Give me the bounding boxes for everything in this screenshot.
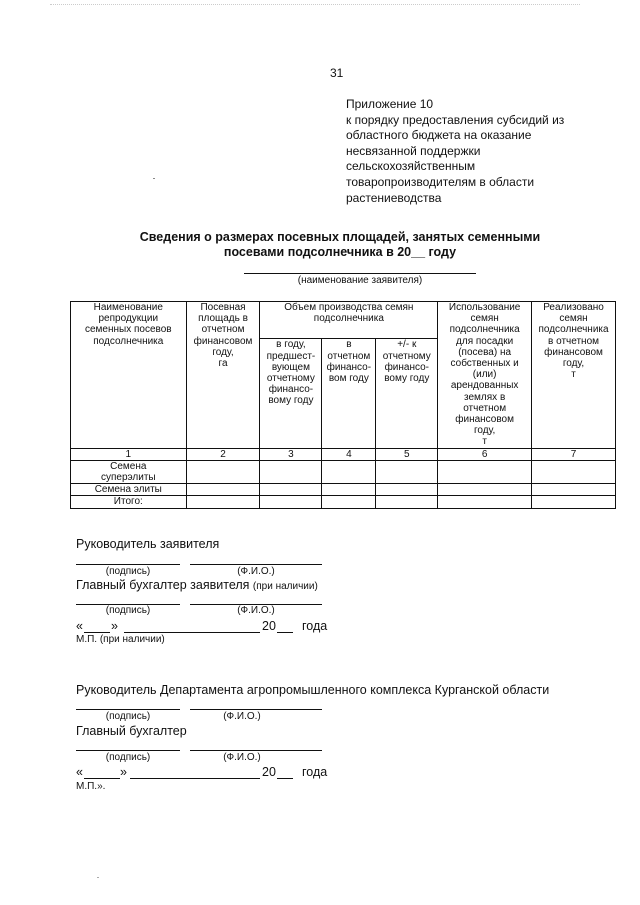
chief-accountant-applicant-label: Главный бухгалтер заявителя (при наличии)	[76, 578, 318, 592]
title-line-2: посевами подсолнечника в 20__ году	[223, 245, 457, 259]
applicant-head-label: Руководитель заявителя	[76, 537, 220, 551]
table-cell	[260, 484, 322, 496]
fio-caption: (Ф.И.О.)	[223, 711, 261, 722]
table-cell	[438, 460, 532, 483]
appendix-line: сельскохозяйственным	[346, 159, 476, 174]
appendix-header	[346, 97, 606, 206]
stamp-end: М.П.».	[76, 781, 106, 792]
month-line	[124, 632, 260, 633]
column-number: 5	[376, 448, 438, 460]
fio-line	[190, 709, 322, 710]
appendix-line: товаропроизводителям в области	[346, 174, 535, 189]
table-cell	[438, 496, 532, 508]
table-cell	[438, 484, 532, 496]
date-field: « » 20 года	[76, 619, 328, 633]
if-any-note: (при наличии)	[252, 581, 318, 592]
row-label-superelite: Семена суперэлиты	[71, 460, 187, 483]
col6-header: Использование семян подсолнечника для посадки (посева) на собственных и (или) арендованных землях в отчетном финансовом году, т	[438, 302, 532, 449]
seed-crops-table	[70, 301, 616, 509]
column-number: 7	[532, 448, 616, 460]
chief-accountant-label: Главный бухгалтер	[76, 724, 187, 738]
table-row	[71, 496, 616, 508]
appendix-line: областного бюджета на оказание	[346, 128, 532, 143]
table-cell	[532, 460, 616, 483]
row-label-elite: Семена элиты	[71, 484, 187, 496]
scan-speck	[153, 178, 155, 179]
col1-header: Наименование репродукции семенных посевов подсолнечника	[71, 302, 187, 449]
page-number: 31	[330, 66, 344, 80]
signature-line	[76, 709, 180, 710]
table-cell	[322, 484, 376, 496]
signature-caption: (подпись)	[105, 566, 151, 577]
col4-header: в отчетном финансо- вом году	[322, 339, 376, 448]
scan-speck	[97, 877, 99, 878]
fio-line	[190, 564, 322, 565]
table-row	[71, 460, 616, 483]
scan-edge-noise	[50, 4, 580, 5]
title-line-1: Сведения о размерах посевных площадей, занятых семенными	[139, 230, 541, 244]
table-row	[71, 484, 616, 496]
fio-caption: (Ф.И.О.)	[223, 752, 261, 763]
column-numbers-row	[71, 448, 616, 460]
signature-caption: (подпись)	[105, 605, 151, 616]
column-number: 3	[260, 448, 322, 460]
table-cell	[186, 460, 260, 483]
applicant-name-caption: (наименование заявителя)	[297, 275, 423, 286]
column-number: 4	[322, 448, 376, 460]
table-cell	[322, 496, 376, 508]
table-cell	[376, 460, 438, 483]
appendix-line: к порядку предоставления субсидий из	[346, 112, 565, 127]
table-cell	[376, 484, 438, 496]
table-cell	[376, 496, 438, 508]
col5-header: +/- к отчетному финансо- вому году	[376, 339, 438, 448]
row-label-total: Итого:	[71, 496, 187, 508]
day-line	[84, 778, 120, 779]
month-line	[130, 778, 260, 779]
fio-caption: (Ф.И.О.)	[237, 605, 275, 616]
table-cell	[532, 496, 616, 508]
table-cell	[260, 460, 322, 483]
appendix-line: Приложение 10	[346, 97, 434, 111]
table-cell	[186, 484, 260, 496]
header-row-1	[71, 302, 616, 339]
appendix-line: несвязанной поддержки	[346, 143, 481, 158]
col3-header: в году, предшест- вующем отчетному финансо- вому году	[260, 339, 322, 448]
appendix-line: растениеводства	[346, 190, 442, 205]
document-title	[60, 230, 620, 260]
stamp-if-any: М.П. (при наличии)	[76, 634, 165, 645]
signature-caption: (подпись)	[105, 752, 151, 763]
signature-line	[76, 750, 180, 751]
table-cell	[186, 496, 260, 508]
column-number: 2	[186, 448, 260, 460]
column-number: 1	[71, 448, 187, 460]
department-head-label: Руководитель Департамента агропромышленного комплекса Курганской области	[76, 683, 550, 697]
col7-header: Реализовано семян подсолнечника в отчетном финансовом году, т	[532, 302, 616, 449]
fio-caption: (Ф.И.О.)	[237, 566, 275, 577]
table-cell	[322, 460, 376, 483]
date-field: « » 20 года	[76, 765, 328, 779]
fio-line	[190, 750, 322, 751]
signature-line	[76, 564, 180, 565]
year-line	[277, 778, 293, 779]
table-cell	[260, 496, 322, 508]
day-line	[84, 632, 110, 633]
signature-caption: (подпись)	[105, 711, 151, 722]
production-volume-header: Объем производства семян подсолнечника	[260, 302, 438, 339]
table-cell	[532, 484, 616, 496]
applicant-name-line	[244, 273, 476, 274]
column-number: 6	[438, 448, 532, 460]
col2-header: Посевная площадь в отчетном финансовом году, га	[186, 302, 260, 449]
year-line	[277, 632, 293, 633]
